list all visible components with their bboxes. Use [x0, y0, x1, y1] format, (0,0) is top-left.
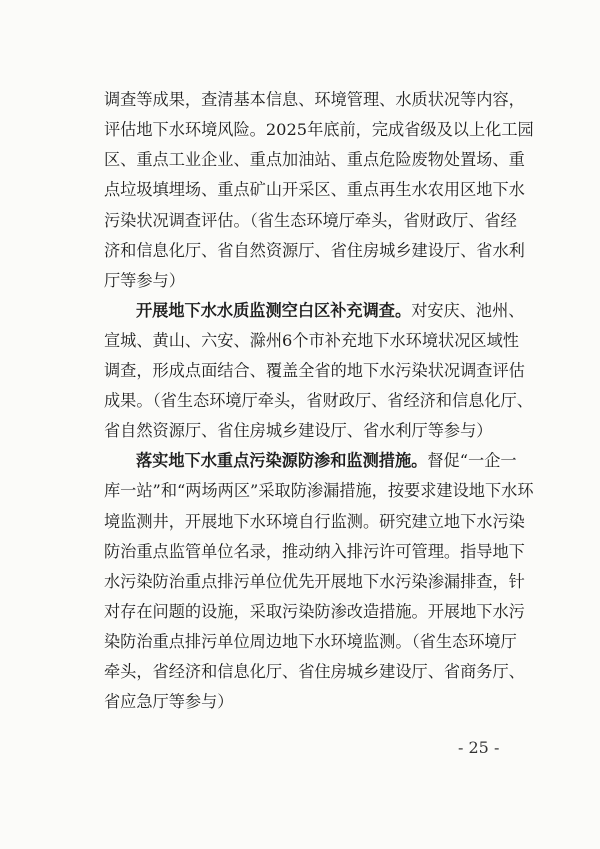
text-line: 对存在问题的设施，采取污染防渗改造措施。开展地下水污 — [104, 602, 525, 621]
text-line: 省应急厅等参与） — [104, 692, 234, 711]
text-line: 污染状况调查评估。（省生态环境厅牵头，省财政厅、省经 — [104, 211, 517, 230]
bold-heading: 开展地下水水质监测空白区补充调查。 — [136, 301, 412, 320]
text-line: 库一站”和“两场两区”采取防渗漏措施，按要求建设地下水环 — [104, 481, 534, 500]
heading-continuation: 对安庆、池州、 — [411, 301, 525, 320]
text-line: 点垃圾填埋场、重点矿山开采区、重点再生水农用区地下水 — [104, 180, 525, 199]
text-line: 成果。（省生态环境厅牵头，省财政厅、省经济和信息化厅、 — [104, 391, 533, 410]
text-line: 厅等参与） — [104, 271, 185, 290]
text-line: 调查，形成点面结合、覆盖全省的地下水污染状况调查评估 — [104, 361, 525, 380]
text-line: 防治重点监管单位名录，推动纳入排污许可管理。指导地下 — [104, 542, 525, 561]
text-line: 境监测井，开展地下水环境自行监测。研究建立地下水污染 — [104, 512, 525, 531]
text-line: 省自然资源厅、省住房城乡建设厅、省水利厅等参与） — [104, 421, 493, 440]
heading-continuation: 督促“一企一 — [427, 451, 517, 470]
bold-heading: 落实地下水重点污染源防渗和监测措施。 — [136, 451, 428, 470]
text-line: 区、重点工业企业、重点加油站、重点危险废物处置场、重 — [104, 150, 525, 169]
text-line: 济和信息化厅、省自然资源厅、省住房城乡建设厅、省水利 — [104, 241, 525, 260]
paragraph-heading-line — [136, 449, 517, 473]
text-line: 宣城、黄山、六安、滁州6个市补充地下水环境状况区域性 — [104, 331, 519, 350]
paragraph-heading-line — [136, 299, 525, 323]
text-line: 染防治重点排污单位周边地下水环境监测。（省生态环境厅 — [104, 632, 517, 651]
text-line: 评估地下水环境风险。2025年底前，完成省级及以上化工园 — [104, 120, 534, 139]
text-line: 调查等成果，查清基本信息、环境管理、水质状况等内容， — [104, 90, 525, 109]
text-line: 水污染防治重点排污单位优先开展地下水污染渗漏排查，针 — [104, 572, 525, 591]
page-number: - 25 - — [458, 738, 500, 757]
text-line: 牵头，省经济和信息化厅、省住房城乡建设厅、省商务厅、 — [104, 662, 525, 681]
